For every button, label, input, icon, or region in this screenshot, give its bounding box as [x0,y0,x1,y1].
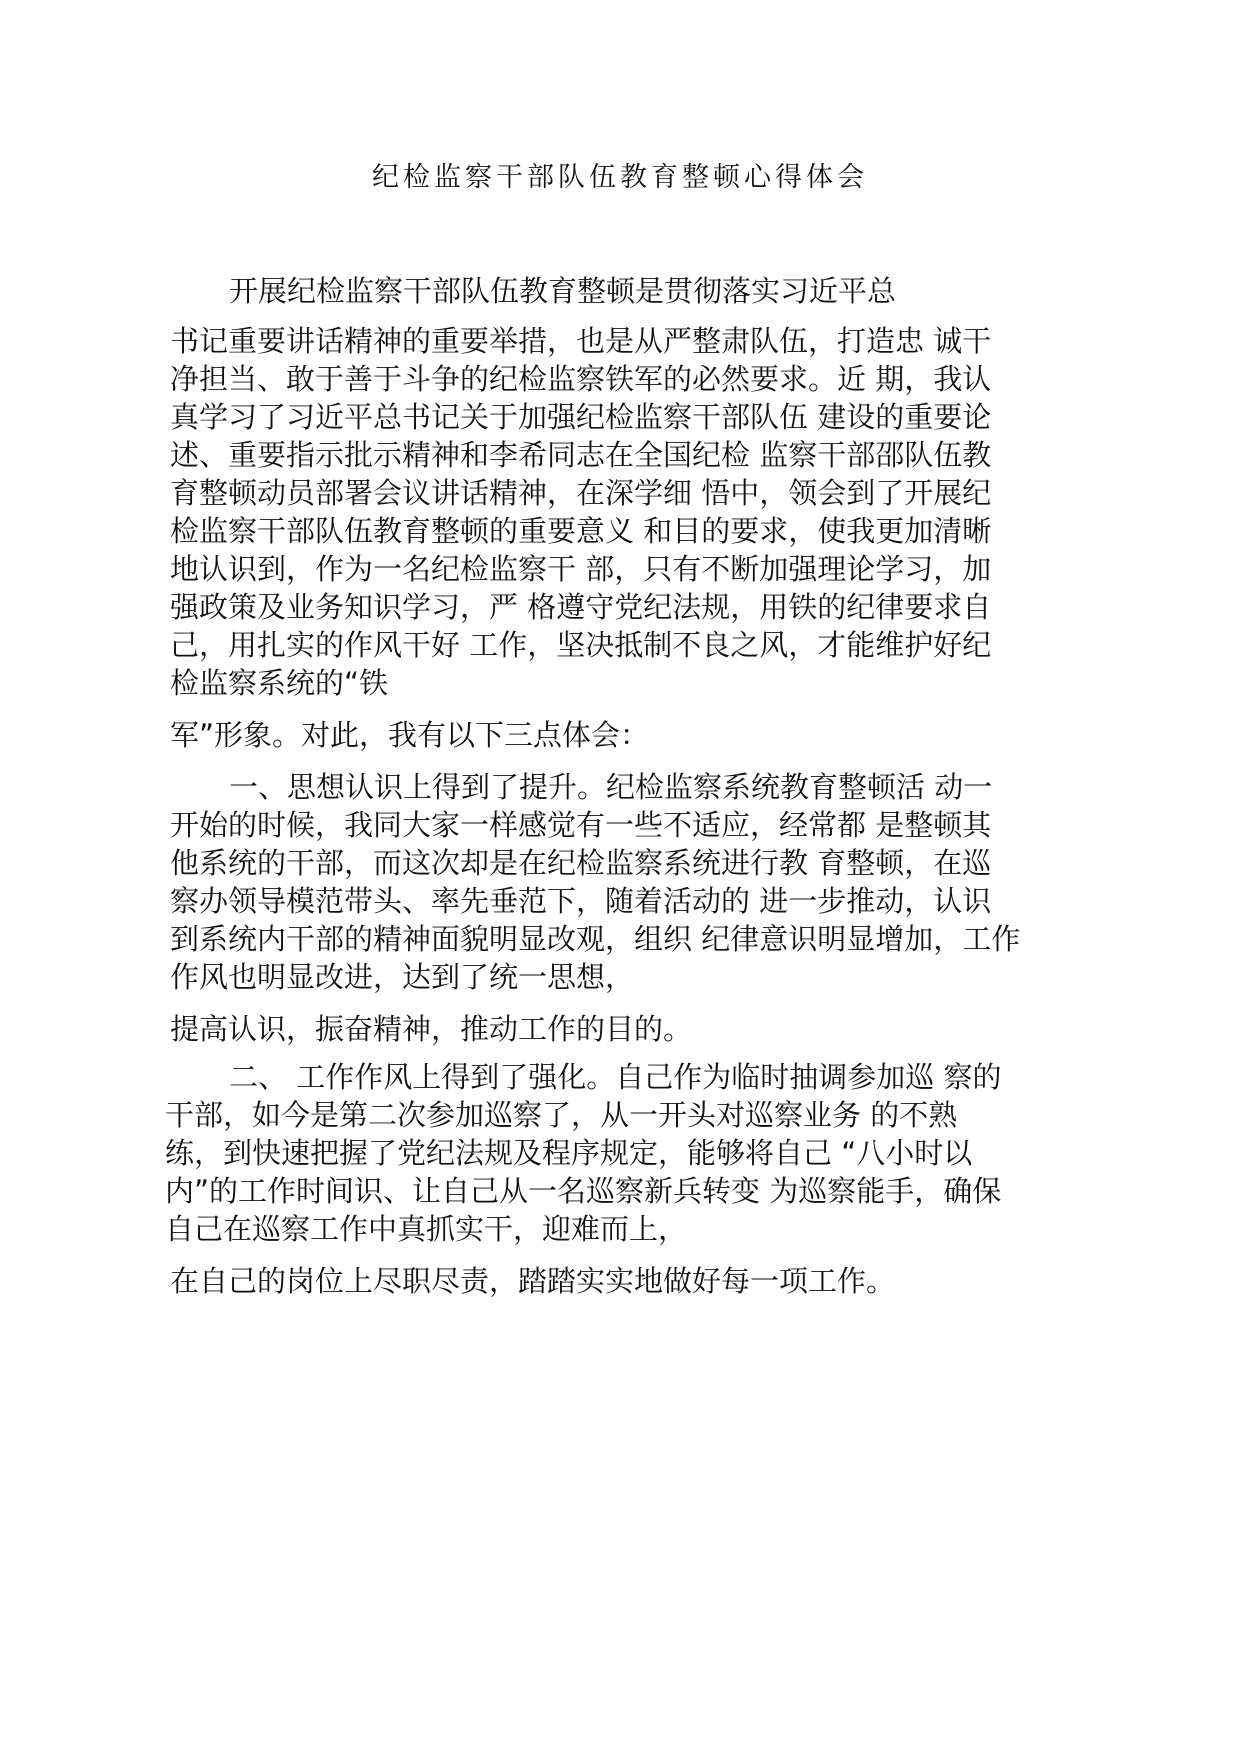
paragraph-line: 二、 工作作风上得到了强化。自己作为临时抽调参加巡 察的 [229,1060,1002,1094]
paragraph-line: 开始的时候，我同大家一样感觉有一些不适应，经常都 是整顿其 [170,808,992,842]
paragraph-line: 内”的工作时间识、让自己从一名巡察新兵转变 为巡察能手，确保 [165,1174,1002,1208]
paragraph-line: 一、思想认识上得到了提升。纪检监察系统教育整顿活 动一 [229,770,993,804]
paragraph-line: 己，用扎实的作风干好 工作，坚决抵制不良之风，才能维护好纪 [170,628,992,662]
paragraph-line: 干部，如今是第二次参加巡察了，从一开头对巡察业务 的不熟 [165,1098,958,1132]
paragraph-line: 他系统的干部，而这次却是在纪检监察系统进行教 育整顿，在巡 [170,846,992,880]
paragraph-line: 军”形象。对此，我有以下三点体会： [170,718,650,752]
document-title: 纪检监察干部队伍教育整顿心得体会 [372,162,868,193]
paragraph-line: 书记重要讲话精神的重要举措，也是从严整肃队伍，打造忠 诚干 [170,324,992,358]
paragraph-line: 自己在巡察工作中真抓实干，迎难而上， [165,1212,688,1246]
paragraph-line: 地认识到，作为一名纪检监察干 部，只有不断加强理论学习，加 [170,552,992,586]
paragraph-line: 在自己的岗位上尽职尽责，踏踏实实地做好每一项工作。 [170,1264,896,1298]
paragraph-line: 真学习了习近平总书记关于加强纪检监察干部队伍 建设的重要论 [170,400,992,434]
paragraph-line: 察办领导模范带头、率先垂范下，随着活动的 进一步推动，认识 [170,884,992,918]
paragraph-line: 育整顿动员部署会议讲话精神，在深学细 悟中，领会到了开展纪 [170,476,992,510]
paragraph-line: 检监察干部队伍教育整顿的重要意义 和目的要求，使我更加清晰 [170,514,992,548]
paragraph-line: 净担当、敢于善于斗争的纪检监察铁军的必然要求。近 期，我认 [170,362,992,396]
paragraph-line: 到系统内干部的精神面貌明显改观，组织 纪律意识明显增加，工作 [170,922,1021,956]
paragraph-line: 强政策及业务知识学习，严 格遵守党纪法规，用铁的纪律要求自 [170,590,992,624]
paragraph-line: 述、重要指示批示精神和李希同志在全国纪检 监察干部邵队伍教 [170,438,992,472]
paragraph-line: 开展纪检监察干部队伍教育整顿是贯彻落实习近平总 [229,274,897,308]
paragraph-line: 作风也明显改进，达到了统一思想， [170,960,635,994]
paragraph-line: 练，到快速把握了党纪法规及程序规定，能够将自己 “八小时以 [165,1136,973,1170]
paragraph-line: 提高认识，振奋精神，推动工作的目的。 [170,1012,693,1046]
paragraph-line: 检监察系统的“铁 [170,666,389,700]
